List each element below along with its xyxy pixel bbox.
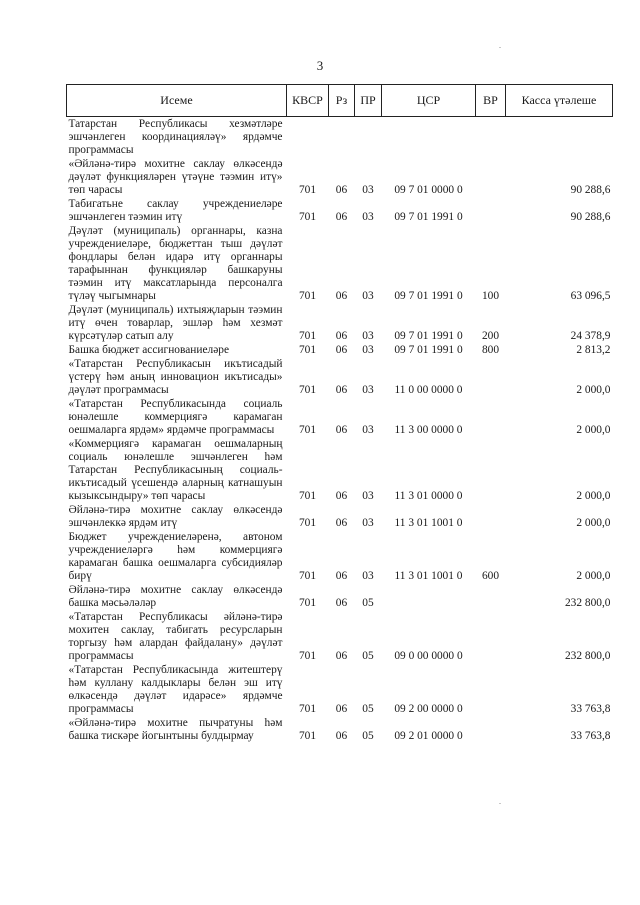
cell-pr: 03 [362, 344, 374, 356]
cell-kvsr: 701 [298, 730, 317, 742]
cell-vr: 600 [481, 570, 500, 582]
table-row [67, 437, 613, 503]
cell-vr [476, 610, 506, 663]
cell-name: Дәүләт (муниципаль) органнары, казна учреждениеләре, бюджеттан тыш дәүләт фондлары белән идарә итү органнары тарафыннан функцияләр башкаруны тәэмин итү максатларында персоналга түләү чыгымнары [68, 225, 283, 302]
cell-amount: 33 763,8 [570, 730, 611, 742]
cell-name: «Әйләнә-тирә мохитне саклау өлкәсендә дәүләт функцияләрен үтәүне тәэмин итү» төп чарасы [68, 158, 283, 196]
cell-vr [476, 357, 506, 397]
cell-vr [476, 503, 506, 530]
cell-name: Бюджет учреждениеләренә, автоном учреждениеләргә һәм коммерциягә карамаган башка оешмаларга субсидияләр бирү [68, 531, 283, 582]
cell-amount: 2 000,0 [576, 570, 611, 582]
cell-csr: 09 7 01 1991 0 [394, 344, 463, 356]
table-row [67, 530, 613, 583]
cell-vr [476, 157, 506, 197]
cell-rz: 06 [335, 344, 348, 356]
cell-kvsr: 701 [298, 424, 317, 436]
cell-name: «Татарстан Республикасын икътисадый үстерү һәм аның инновацион икътисады» дәүләт программасы [68, 358, 283, 396]
cell-rz: 06 [335, 330, 348, 342]
header-csr: ЦСР [382, 85, 476, 117]
cell-amount: 33 763,8 [570, 703, 611, 715]
header-name: Исеме [67, 85, 287, 117]
cell-amount: 232 800,0 [564, 597, 611, 609]
cell-csr: 09 2 01 0000 0 [394, 730, 463, 742]
cell-kvsr: 701 [298, 517, 317, 529]
cell-csr: 09 7 01 1991 0 [394, 330, 463, 342]
cell-pr: 05 [362, 650, 374, 662]
cell-name: «Әйләнә-тирә мохитне пычратуны һәм башка тискәре йогынтыны булдырмау [68, 717, 283, 742]
cell-kvsr: 701 [298, 384, 317, 396]
cell-rz: 06 [335, 730, 348, 742]
cell-amount: 2 000,0 [576, 490, 611, 502]
cell-pr: 03 [362, 517, 374, 529]
table-row [67, 157, 613, 197]
cell-rz: 06 [335, 290, 348, 302]
page-number: 3 [316, 58, 324, 73]
cell-pr: 03 [362, 424, 374, 436]
cell-kvsr: 701 [298, 703, 317, 715]
cell-name: Әйләнә-тирә мохитне саклау өлкәсендә башка мәсьәләләр [68, 584, 283, 609]
table-row [67, 197, 613, 224]
cell-csr: 09 7 01 1991 0 [394, 290, 463, 302]
table-row [67, 397, 613, 437]
scan-speck [499, 803, 501, 804]
cell-kvsr: 701 [298, 570, 317, 582]
cell-vr [476, 437, 506, 503]
cell-csr: 09 7 01 0000 0 [394, 184, 463, 196]
cell-csr: 09 0 00 0000 0 [394, 650, 463, 662]
header-vr: ВР [476, 85, 506, 117]
cell-amount: 2 000,0 [576, 384, 611, 396]
cell-amount: 90 288,6 [570, 184, 611, 196]
header-kassa: Касса үтәлеше [506, 85, 613, 117]
header-pr: ПР [355, 85, 382, 117]
cell-csr [382, 583, 476, 610]
cell-pr: 03 [362, 330, 374, 342]
cell-pr: 03 [362, 290, 374, 302]
scan-speck [499, 47, 501, 48]
cell-vr [476, 663, 506, 716]
cell-pr [355, 117, 382, 158]
cell-csr: 11 3 01 1001 0 [394, 570, 463, 582]
cell-rz: 06 [335, 597, 348, 609]
cell-pr: 03 [362, 184, 374, 196]
cell-rz: 06 [335, 517, 348, 529]
table-row [67, 357, 613, 397]
table-row [67, 303, 613, 343]
cell-amount: 2 000,0 [576, 517, 611, 529]
cell-vr [476, 583, 506, 610]
cell-csr [382, 117, 476, 158]
table-header-row [67, 85, 613, 117]
cell-rz: 06 [335, 490, 348, 502]
cell-vr: 100 [481, 290, 500, 302]
cell-rz [329, 117, 355, 158]
cell-kvsr: 701 [298, 490, 317, 502]
cell-amount: 24 378,9 [570, 330, 611, 342]
cell-csr: 11 3 01 1001 0 [394, 517, 463, 529]
cell-name: Дәүләт (муниципаль) ихтыяҗларын тәэмин итү өчен товарлар, эшләр һәм хезмәт күрсәтүләр сатып алу [68, 304, 283, 342]
cell-vr: 800 [481, 344, 500, 356]
cell-csr: 11 3 01 0000 0 [394, 490, 463, 502]
table-row [67, 343, 613, 357]
table-row [67, 583, 613, 610]
table-body [67, 117, 613, 744]
cell-rz: 06 [335, 211, 348, 223]
cell-rz: 06 [335, 650, 348, 662]
cell-vr [476, 397, 506, 437]
cell-kvsr: 701 [298, 184, 317, 196]
cell-vr [476, 117, 506, 158]
cell-pr: 03 [362, 490, 374, 502]
cell-rz: 06 [335, 184, 348, 196]
cell-amount [506, 117, 613, 158]
cell-csr: 11 0 00 0000 0 [394, 384, 463, 396]
cell-pr: 05 [362, 703, 374, 715]
cell-name: Әйләнә-тирә мохитне саклау өлкәсендә эшчәнлеккә ярдәм итү [68, 504, 283, 529]
cell-name: «Татарстан Республикасында житештерү һәм куллану калдыклары белән эш итү өлкәсендә дәүләт идарәсе» ярдәмче программасы [68, 664, 283, 715]
header-kvsr: КВСР [287, 85, 329, 117]
cell-name: «Татарстан Республикасы әйләнә-тирә мохитен саклау, табигать ресурсларын торгызу һәм алардан файдалану» дәүләт программасы [68, 611, 283, 662]
cell-pr: 05 [362, 730, 374, 742]
cell-kvsr: 701 [298, 597, 317, 609]
table-row [67, 663, 613, 716]
cell-rz: 06 [335, 570, 348, 582]
table-row [67, 610, 613, 663]
cell-kvsr: 701 [298, 211, 317, 223]
cell-amount: 63 096,5 [570, 290, 611, 302]
cell-name: «Татарстан Республикасында социаль юнәлешле коммерциягә карамаган оешмаларга ярдәм» ярдәмче программасы [68, 398, 283, 436]
cell-pr: 03 [362, 211, 374, 223]
cell-name: Башка бюджет ассигнованиеләре [68, 344, 230, 356]
cell-name: Татарстан Республикасы хезмәтләре эшчәнлеген координацияләү» ярдәмче программасы [68, 118, 283, 156]
cell-kvsr: 701 [298, 650, 317, 662]
cell-csr: 11 3 00 0000 0 [394, 424, 463, 436]
cell-vr [476, 197, 506, 224]
cell-amount: 232 800,0 [564, 650, 611, 662]
cell-pr: 03 [362, 384, 374, 396]
cell-kvsr [287, 117, 329, 158]
cell-pr: 05 [362, 597, 374, 609]
table-row [67, 716, 613, 743]
cell-amount: 2 000,0 [576, 424, 611, 436]
cell-amount: 2 813,2 [576, 344, 611, 356]
cell-kvsr: 701 [298, 344, 317, 356]
budget-table [66, 84, 613, 743]
cell-kvsr: 701 [298, 330, 317, 342]
cell-pr: 03 [362, 570, 374, 582]
cell-vr: 200 [481, 330, 500, 342]
cell-vr [476, 716, 506, 743]
cell-rz: 06 [335, 424, 348, 436]
cell-amount: 90 288,6 [570, 211, 611, 223]
cell-kvsr: 701 [298, 290, 317, 302]
cell-rz: 06 [335, 384, 348, 396]
cell-rz: 06 [335, 703, 348, 715]
table-row [67, 503, 613, 530]
cell-name: «Коммерциягә карамаган оешмаларның социаль юнәлешле эшчәнлеген һәм Татарстан Республикасының социаль-икътисадый үсешендә аларның катнашуын кызыксындыру» төп чарасы [68, 438, 283, 502]
cell-csr: 09 2 00 0000 0 [394, 703, 463, 715]
header-rz: Рз [329, 85, 355, 117]
table-row [67, 117, 613, 158]
cell-name: Табигатьне саклау учреждениеләре эшчәнлеген тәэмин итү [68, 198, 283, 223]
cell-csr: 09 7 01 1991 0 [394, 211, 463, 223]
table-row [67, 224, 613, 303]
